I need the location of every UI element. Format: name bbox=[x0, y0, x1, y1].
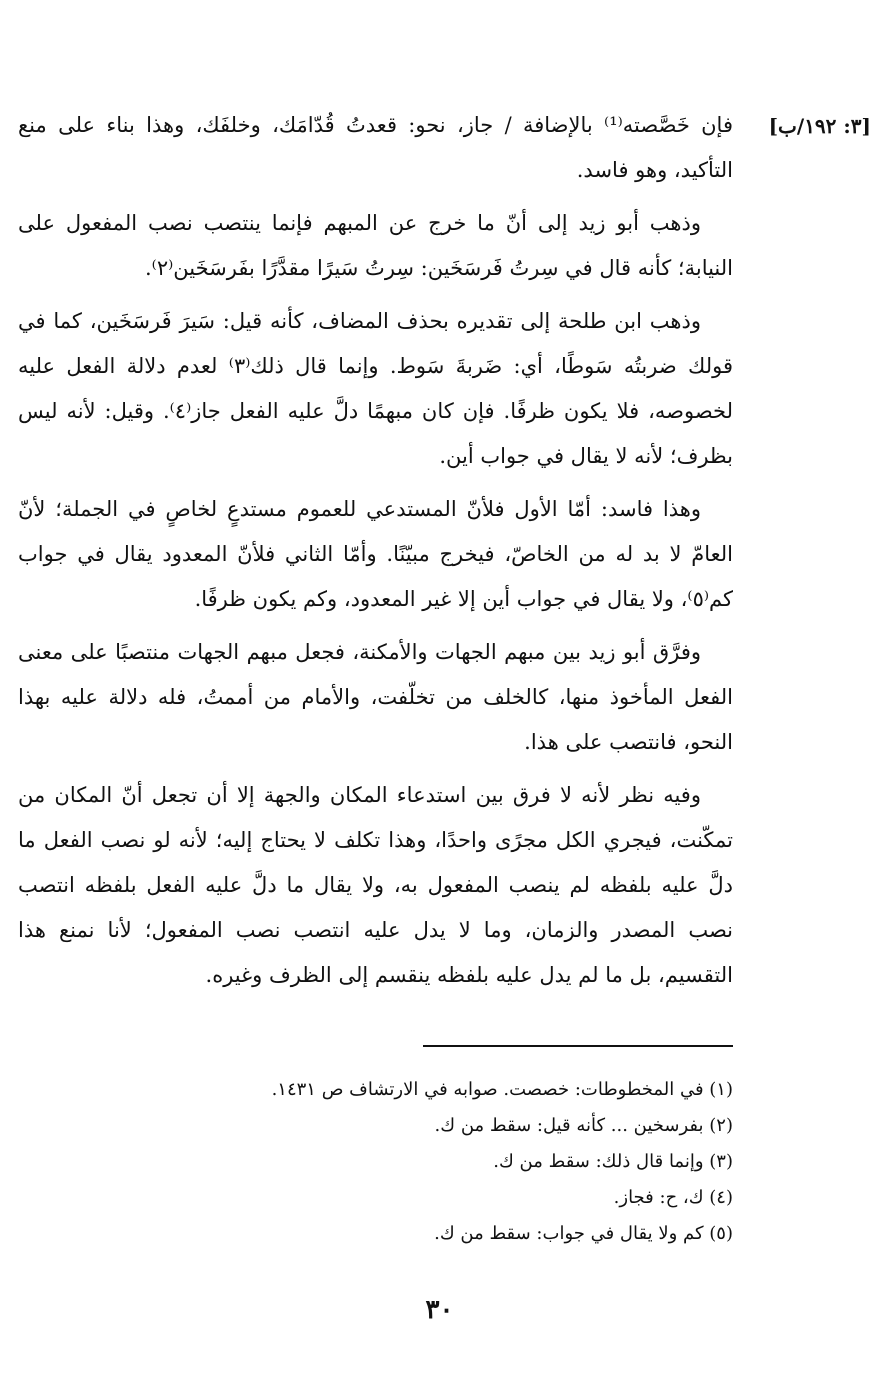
footnote-separator-line bbox=[423, 1045, 733, 1047]
page-number: ٣٠ bbox=[425, 1295, 454, 1325]
footnote-4: (٤) ك، ح: فجاز. bbox=[613, 1187, 733, 1208]
footnote-3: (٣) وإنما قال ذلك: سقط من ك. bbox=[493, 1151, 733, 1172]
paragraph-6: وفيه نظر لأنه لا فرق بين استدعاء المكان والجهة إلا أن تجعل أنّ المكان من تمكّنت، فيجري الكل مجرًى واحدًا، وهذا تكلف لا يحتاج إليه؛ لأنه لو نصب الفعل ما دلَّ عليه بلفظه لم ينصب المفعول به، ولا يقال ما دلَّ عليه الفعل بلفظه انتصب نصب المصدر والزمان، وما لا يدل عليه انتصب نصب المفعول؛ لأنا نمنع هذا التقسيم، بل ما لم يدل عليه بلفظه ينقسم إلى الظرف وغيره. bbox=[18, 783, 733, 987]
paragraph-3: وذهب ابن طلحة إلى تقديره بحذف المضاف، كأنه قيل: سَيرَ فَرسَخَين، كما في قولك ضربتُه سَوطًا، أي: ضَربةَ سَوط. وإنما قال ذلك⁽٣⁾ لعدم دلالة الفعل عليه لخصوصه، فلا يكون ظرفًا. فإن كان مبهمًا دلَّ عليه الفعل جاز⁽٤⁾. وقيل: لأنه ليس بظرف؛ لأنه لا يقال في جواب أين. bbox=[18, 309, 733, 468]
manuscript-folio-marker: [٣: ١٩٢/ب] bbox=[768, 114, 871, 138]
footnote-5: (٥) كم ولا يقال في جواب: سقط من ك. bbox=[434, 1223, 733, 1244]
paragraph-4: وهذا فاسد: أمّا الأول فلأنّ المستدعي للعموم مستدعٍ لخاصٍ في الجملة؛ لأنّ العامّ لا بد له من الخاصّ، فيخرج مبيّنًا. وأمّا الثاني فلأنّ المعدود يقال في جواب كم⁽٥⁾، ولا يقال في جواب أين إلا غير المعدود، وكم يكون ظرفًا. bbox=[18, 497, 733, 611]
paragraph-2: وذهب أبو زيد إلى أنّ ما خرج عن المبهم فإنما ينتصب نصب المفعول على النيابة؛ كأنه قال في سِرتُ فَرسَخَين: سِرتُ سَيرًا مقدَّرًا بفَرسَخَين⁽٢⁾. bbox=[18, 211, 733, 280]
paragraph-5: وفرَّق أبو زيد بين مبهم الجهات والأمكنة، فجعل مبهم الجهات منتصبًا على معنى الفعل المأخوذ منها، كالخلف من تخلّفت، والأمام من أممتُ، فله دلالة عليه بهذا النحو، فانتصب على هذا. bbox=[18, 640, 733, 754]
footnotes bbox=[18, 1072, 733, 1252]
paragraph-1: فإن خَصَّصته⁽¹⁾ بالإضافة / جاز، نحو: قعدتُ قُدّامَك، وخلفَك، وهذا بناء على منع التأكيد، وهو فاسد. bbox=[18, 113, 733, 182]
footnote-2: (٢) بفرسخين ... كأنه قيل: سقط من ك. bbox=[434, 1115, 733, 1136]
footnote-1: (١) في المخطوطات: خصصت. صوابه في الارتشاف ص ١٤٣١. bbox=[271, 1079, 733, 1100]
main-text bbox=[18, 103, 733, 1006]
